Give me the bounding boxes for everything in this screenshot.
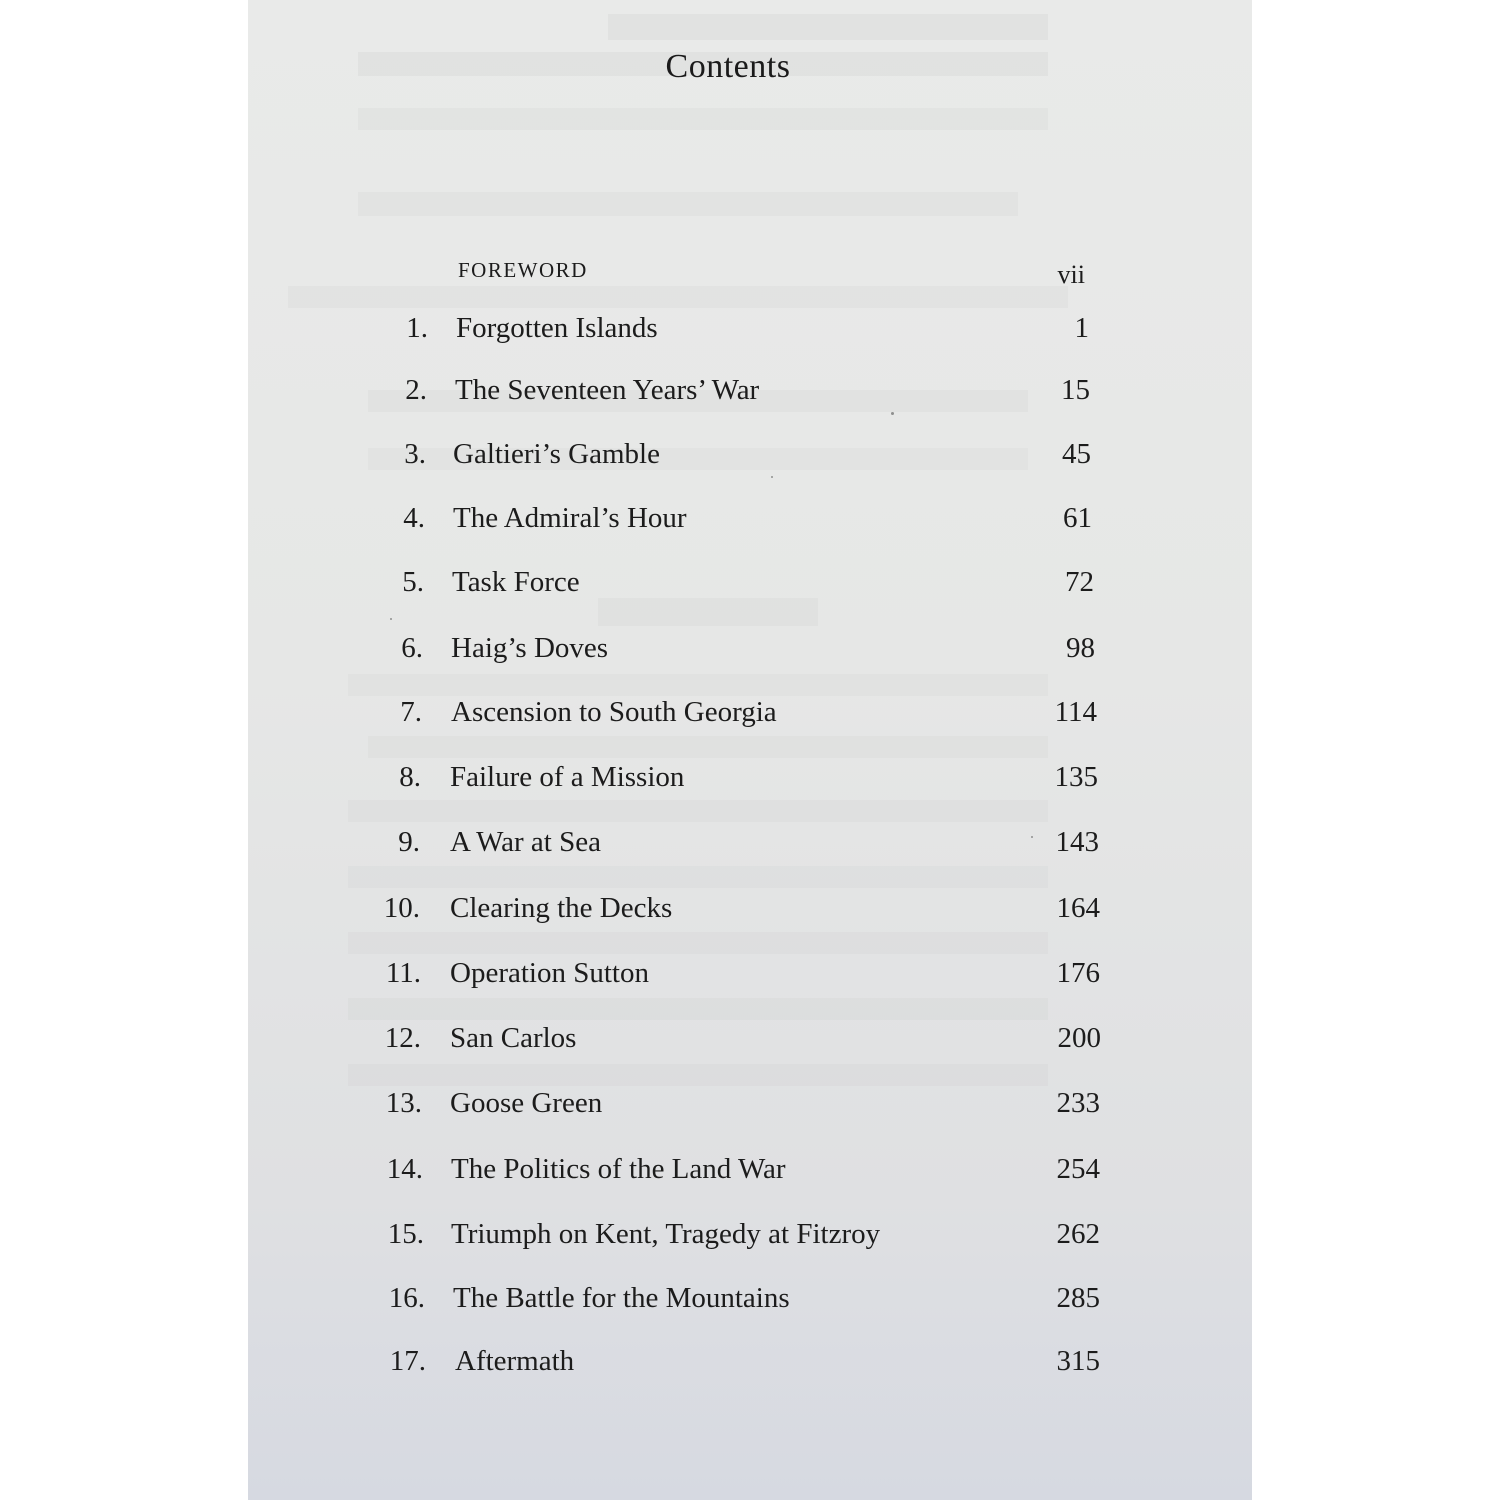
chapter-page: 176 <box>1056 957 1100 989</box>
toc-row <box>248 1345 1252 1385</box>
chapter-page: 262 <box>1056 1218 1100 1250</box>
chapter-number: 13. <box>385 1087 422 1119</box>
chapter-number: 5. <box>402 566 424 598</box>
chapter-number: 1. <box>406 312 428 344</box>
chapter-page: 285 <box>1056 1282 1100 1314</box>
toc-row <box>248 696 1252 736</box>
chapter-number: 8. <box>399 761 421 793</box>
chapter-title: The Admiral’s Hour <box>453 502 687 534</box>
toc-row <box>248 1153 1252 1193</box>
chapter-number: 9. <box>398 826 420 858</box>
toc-row <box>248 957 1252 997</box>
chapter-title: Aftermath <box>455 1345 575 1377</box>
toc-row <box>248 892 1252 932</box>
chapter-number: 4. <box>403 502 425 534</box>
chapter-number: 16. <box>388 1282 425 1314</box>
chapter-page: 98 <box>1066 632 1095 664</box>
chapter-number: 15. <box>387 1218 424 1250</box>
chapter-page: 254 <box>1056 1153 1100 1185</box>
toc-row <box>248 632 1252 672</box>
toc-row-foreword <box>248 258 1252 298</box>
chapter-number: 3. <box>404 438 426 470</box>
chapter-title: Clearing the Decks <box>450 892 673 924</box>
foreword-page: vii <box>1057 260 1085 289</box>
chapter-title: Forgotten Islands <box>456 312 658 344</box>
chapter-title: The Battle for the Mountains <box>453 1282 790 1314</box>
chapter-title: Ascension to South Georgia <box>451 696 777 728</box>
chapter-page: 233 <box>1056 1087 1100 1119</box>
toc-row <box>248 1218 1252 1258</box>
toc-row <box>248 1022 1252 1062</box>
chapter-title: Operation Sutton <box>450 957 649 989</box>
chapter-page: 315 <box>1056 1345 1100 1377</box>
chapter-page: 200 <box>1057 1022 1101 1054</box>
chapter-number: 12. <box>384 1022 421 1054</box>
chapter-number: 2. <box>405 374 427 406</box>
chapter-title: Task Force <box>452 566 580 598</box>
chapter-page: 61 <box>1063 502 1092 534</box>
toc-row <box>248 761 1252 801</box>
toc-row <box>248 438 1252 478</box>
toc-row <box>248 1087 1252 1127</box>
chapter-number: 17. <box>389 1345 426 1377</box>
chapter-title: The Seventeen Years’ War <box>455 374 760 406</box>
chapter-title: Galtieri’s Gamble <box>453 438 660 470</box>
chapter-title: Haig’s Doves <box>451 632 609 664</box>
chapter-number: 10. <box>383 892 420 924</box>
chapter-page: 1 <box>1074 312 1089 344</box>
paper-speck <box>390 618 392 620</box>
toc-row <box>248 502 1252 542</box>
chapter-title: San Carlos <box>450 1022 577 1054</box>
chapter-page: 45 <box>1062 438 1091 470</box>
show-through-layer <box>248 0 1252 1500</box>
chapter-page: 135 <box>1054 761 1098 793</box>
chapter-title: Triumph on Kent, Tragedy at Fitzroy <box>451 1218 881 1250</box>
toc-row <box>248 312 1252 352</box>
chapter-title: Failure of a Mission <box>450 761 685 793</box>
chapter-page: 72 <box>1065 566 1094 598</box>
chapter-number: 6. <box>401 632 423 664</box>
chapter-page: 15 <box>1061 374 1090 406</box>
chapter-number: 14. <box>386 1153 423 1185</box>
toc-row <box>248 826 1252 866</box>
chapter-title: A War at Sea <box>450 826 601 858</box>
toc-row <box>248 566 1252 606</box>
chapter-number: 11. <box>385 957 421 989</box>
foreword-label: FOREWORD <box>458 258 588 282</box>
chapter-number: 7. <box>400 696 422 728</box>
page-title: Contents <box>665 48 791 85</box>
toc-row <box>248 374 1252 414</box>
chapter-title: Goose Green <box>450 1087 603 1119</box>
chapter-page: 143 <box>1055 826 1099 858</box>
chapter-page: 114 <box>1054 696 1097 728</box>
chapter-page: 164 <box>1056 892 1100 924</box>
toc-row <box>248 1282 1252 1322</box>
chapter-title: The Politics of the Land War <box>451 1153 786 1185</box>
book-page <box>248 0 1252 1500</box>
